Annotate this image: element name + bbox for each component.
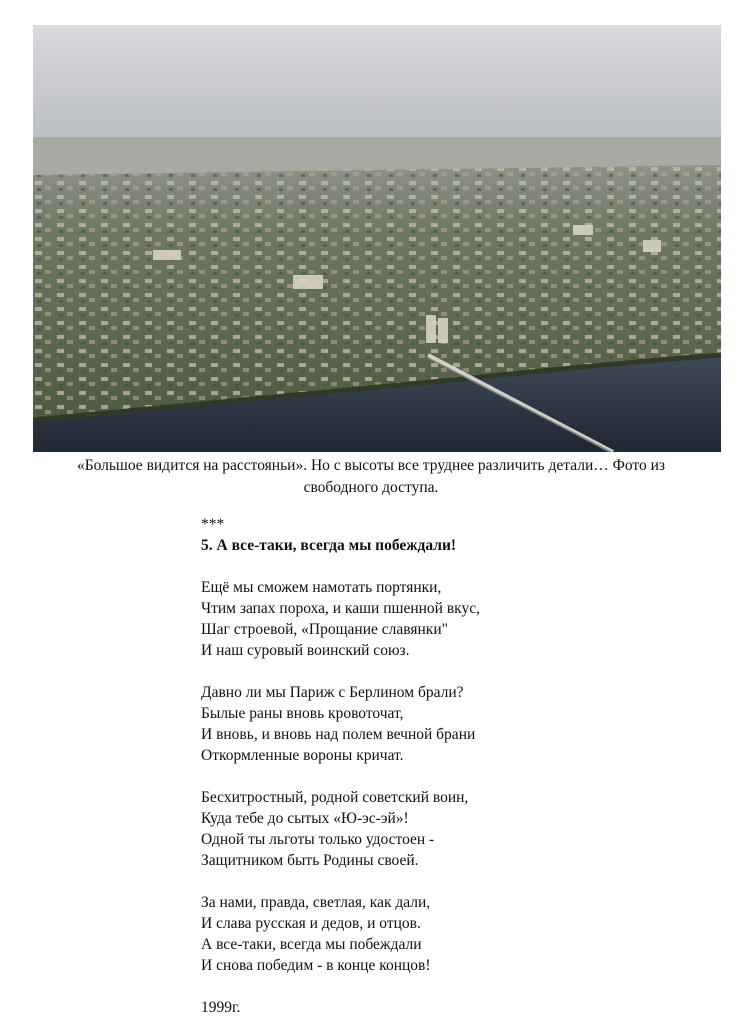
poem-line: Куда тебе до сытых «Ю-эс-эй»! [201,810,409,827]
poem-line: За нами, правда, светлая, как дали, [201,894,431,911]
poem [201,514,681,1018]
poem-line: Откормленные вороны кричат. [201,747,404,764]
poem-year: 1999г. [201,999,241,1016]
poem-title: 5. А все-таки, всегда мы побеждали! [201,537,457,554]
poem-line: И снова победим - в конце концов! [201,957,431,974]
stanza-2 [201,682,681,766]
caption-line: «Большое видится на расстояньи». Но с высоты все труднее различить детали… Фото из [76,457,666,474]
photo-caption [20,455,722,499]
city-landscape-image [33,25,721,452]
poem-line: Давно ли мы Париж с Берлином брали? [201,684,464,701]
poem-line: А все-таки, всегда мы побеждали [201,936,422,953]
poem-line: И вновь, и вновь над полем вечной брани [201,726,476,743]
poem-line: И слава русская и дедов, и отцов. [201,915,421,932]
poem-line: Ещё мы сможем намотать портянки, [201,579,442,596]
poem-line: Чтим запах пороха, и каши пшенной вкус, [201,600,480,617]
caption-line: свободного доступа. [303,479,439,496]
stanza-4 [201,892,681,976]
poem-line: Одной ты льготы только удостоен - [201,831,435,848]
poem-line: Бесхитростный, родной советский воин, [201,789,469,806]
poem-line: Былые раны вновь кровоточат, [201,705,404,722]
poem-line: И наш суровый воинский союз. [201,642,410,659]
aerial-city-photo [33,25,721,452]
stanza-1 [201,577,681,661]
poem-line: Шаг строевой, «Прощание славянки" [201,621,448,638]
stanza-3 [201,787,681,871]
poem-separator: *** [201,516,225,533]
poem-line: Защитником быть Родины своей. [201,852,419,869]
